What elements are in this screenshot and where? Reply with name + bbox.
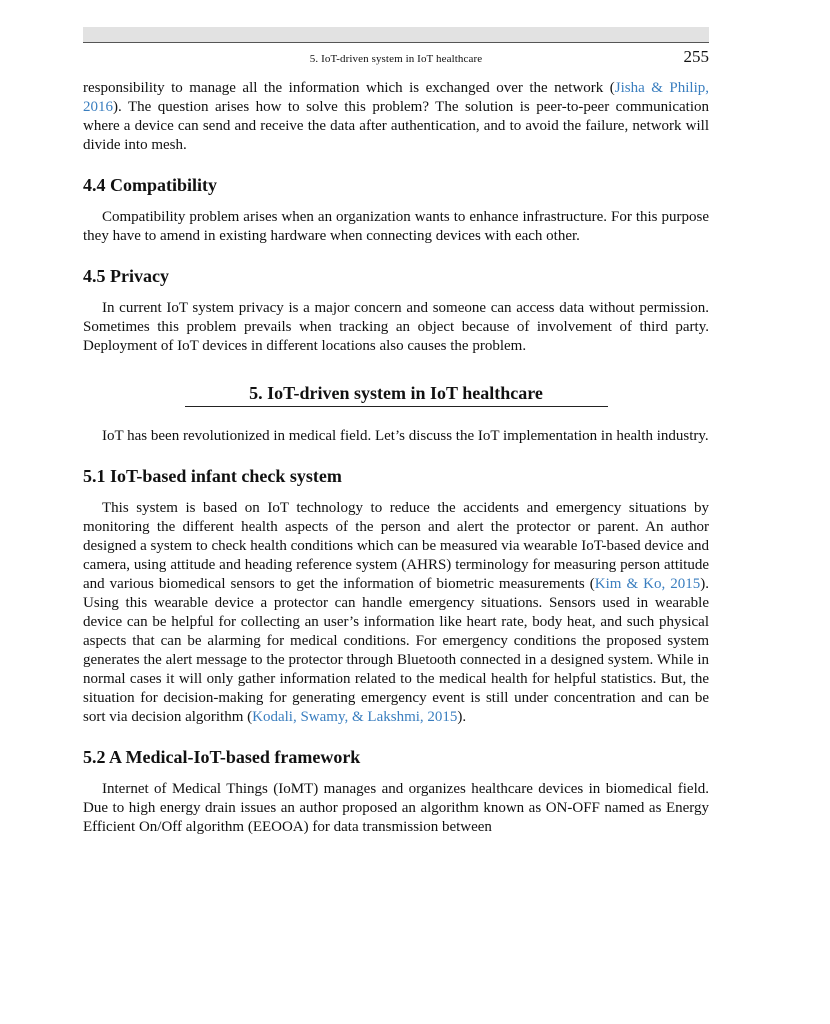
section-heading-5-1: 5.1 IoT-based infant check system [83,466,342,486]
page-body [83,79,709,837]
text-run: This system is based on IoT technology to reduce the accidents and emergency situations by monitoring the different health aspects of the person and alert the protector or parent. An author designed a system to check health conditions which can be measured via wearable IoT-based device and camera, using attitude and heading reference system (AHRS) terminology for measuring person attitude and various biomedical sensors to get the information of biometric measurements ( [83,500,709,592]
section-heading-4-5: 4.5 Privacy [83,266,169,286]
citation-link-kodali[interactable]: Kodali, Swamy, & Lakshmi, 2015 [252,709,458,725]
text-run: responsibility to manage all the information which is exchanged over the network ( [83,80,615,96]
section-5-2-paragraph: Internet of Medical Things (IoMT) manages and organizes healthcare devices in biomedical field. Due to high energy drain issues an author proposed an algorithm known as ON-OFF named as Energy Efficient On/Off algorithm (EEOOA) for data transmission between [83,781,709,835]
section-5-1-paragraph [83,499,709,727]
section-5-paragraph: IoT has been revolutionized in medical field. Let’s discuss the IoT implementation in health industry. [102,428,709,444]
citation-link-kim-ko[interactable]: Kim & Ko, 2015 [594,576,701,592]
header-band [83,27,709,42]
text-run: ). [457,709,467,725]
section-heading-4-4: 4.4 Compatibility [83,175,218,195]
citation-link-jisha-philip[interactable]: Jisha & Philip, 2016 [83,80,710,115]
header-rule [83,42,709,43]
section-heading-5: 5. IoT-driven system in IoT healthcare [249,383,543,403]
text-run: ). Using this wearable device a protector can handle emergency situations. Sensors used in wearable device can be helpful for collecting an user’s information like heart rate, body heat, and such physical aspects that can be alarming for medical conditions. For emergency conditions the proposed system generates the alert message to the protector through Bluetooth connected in a designed system. While in normal cases it will only gather information related to the medical health for helpful statistics. But, the situation for decision-making for generating emergency event is still under concentration and can be sort via decision algorithm ( [83,576,709,725]
section-heading-5-2: 5.2 A Medical-IoT-based framework [83,747,361,767]
section-4-5-paragraph: In current IoT system privacy is a major concern and someone can access data without permission. Sometimes this problem prevails when tracking an object because of involvement of third party. Deployment of IoT devices in different locations also causes the problem. [83,300,709,354]
page-number: 255 [683,47,709,66]
section-4-4-paragraph: Compatibility problem arises when an organization wants to enhance infrastructure. For this purpose they have to amend in existing hardware when connecting devices with each other. [83,209,709,244]
running-head: 5. IoT-driven system in IoT healthcare [309,53,483,65]
intro-continuation-paragraph [83,79,709,155]
text-run: ). The question arises how to solve this problem? The solution is peer-to-peer communication where a device can send and receive the data after authentication, and to avoid the failure, network will divide into mesh. [83,99,709,153]
